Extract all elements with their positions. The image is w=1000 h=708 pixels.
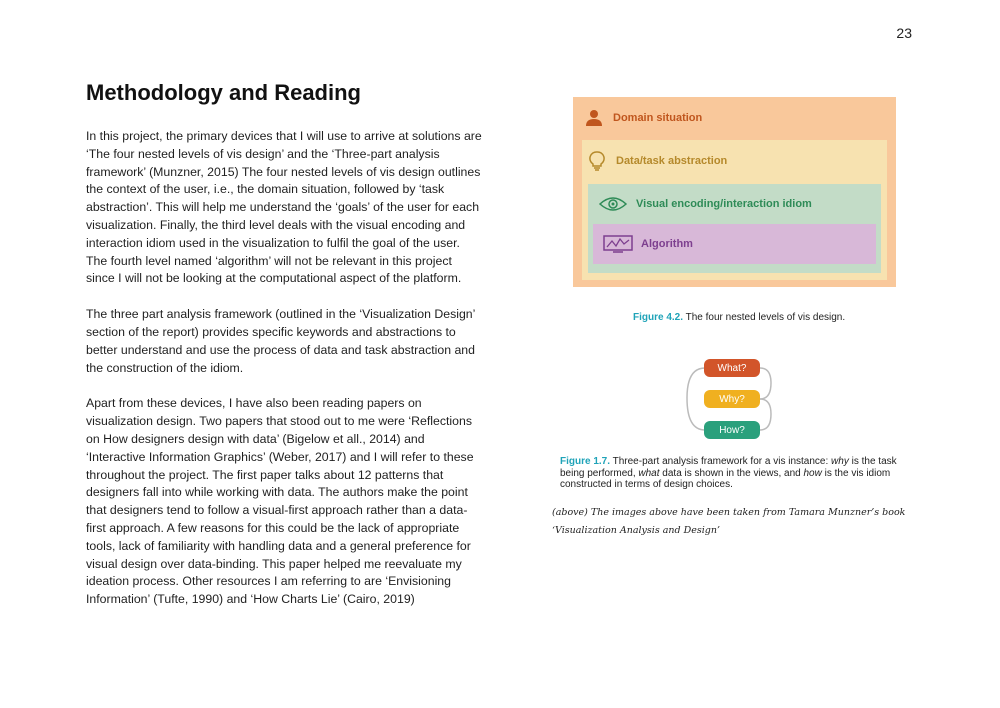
caption-part: Three-part analysis framework for a vis instance: — [610, 456, 832, 467]
visual-encoding-label: Visual encoding/interaction idiom — [636, 198, 812, 210]
caption-how: how — [803, 467, 822, 479]
domain-situation-layer — [573, 97, 896, 139]
algorithm-label: Algorithm — [641, 238, 693, 250]
page-title: Methodology and Reading — [86, 80, 361, 105]
figure-4-2-text: The four nested levels of vis design. — [683, 312, 846, 323]
figure-4-2-caption — [633, 312, 845, 323]
source-note-line2: ‘Visualization Analysis and Design’ — [552, 525, 720, 536]
main-text-column — [86, 80, 482, 627]
person-icon — [583, 107, 605, 129]
eye-icon — [598, 193, 628, 215]
caption-part: is the task being performed, — [560, 456, 897, 479]
caption-part: data is shown in the views, and — [659, 467, 804, 479]
caption-what: what — [638, 467, 660, 479]
chart-icon — [603, 233, 633, 255]
three-part-framework-figure — [685, 355, 785, 441]
caption-part: is the vis idiom constructed in terms of design choices. — [560, 467, 891, 490]
how-pill: How? — [704, 421, 760, 439]
figure-1-7-label: Figure 1.7. — [560, 456, 611, 467]
nested-levels-figure — [573, 97, 896, 287]
figure-4-2-label: Figure 4.2. — [633, 312, 684, 323]
what-pill: What? — [704, 359, 760, 377]
source-note-line1: (above) The images above have been taken from Tamara Munzner’s book — [552, 507, 906, 518]
lightbulb-icon — [586, 150, 608, 172]
caption-why: why — [831, 456, 849, 467]
figure-1-7-caption — [560, 456, 905, 491]
paragraph-reading: Apart from these devices, I have also been reading papers on visualization design. Two papers that stood out to me were ‘Reflections on How designers design with data’ (Bigelow et all., 2014) and ‘Interactive Information Graphics’ (Weber, 2017) and I will refer to these throughout the project. The first paper talks about 12 patterns that designers fall into while working with data. The authors make the point that designers tend to follow a visual-first approach rather than a data-first approach. A few reasons for this could be the lack of appropriate tools, lack of familiarity with handling data and a general preference for visual design over data-binding. This paper helped me reevaluate my ideation process. Other resources I am referring to are ‘Envisioning Information’ (Tufte, 1990) and ‘How Charts Lie’ (Cairo, 2019) — [86, 396, 474, 607]
page-number: 23 — [896, 25, 912, 41]
paragraph-framework: The three part analysis framework (outlined in the ‘Visualization Design’ section of the report) provides specific keywords and abstractions to better understand and use the process of data and task abstraction and the construction of the idiom. — [86, 307, 475, 375]
algorithm-layer — [593, 224, 876, 264]
why-pill: Why? — [704, 390, 760, 408]
data-task-abstraction-label: Data/task abstraction — [616, 155, 728, 167]
domain-situation-label: Domain situation — [613, 112, 703, 124]
image-source-note — [552, 504, 912, 540]
paragraph-methodology: In this project, the primary devices that I will use to arrive at solutions are ‘The four nested levels of vis design’ and the ‘Three-part analysis framework’ (Munzner, 2015) The four nested levels of vis design outlines the context of the user, i.e., the domain situation, followed by ‘task abstraction’. This will help me understand the ‘goals’ of the user for each visualization. Finally, the third level deals with the visual encoding and interaction idiom used in the visualization to fulfil the goal of the user. The fourth level named ‘algorithm’ will not be relevant in this project since I will not be looking at the computational aspect of the platform. — [86, 129, 482, 286]
